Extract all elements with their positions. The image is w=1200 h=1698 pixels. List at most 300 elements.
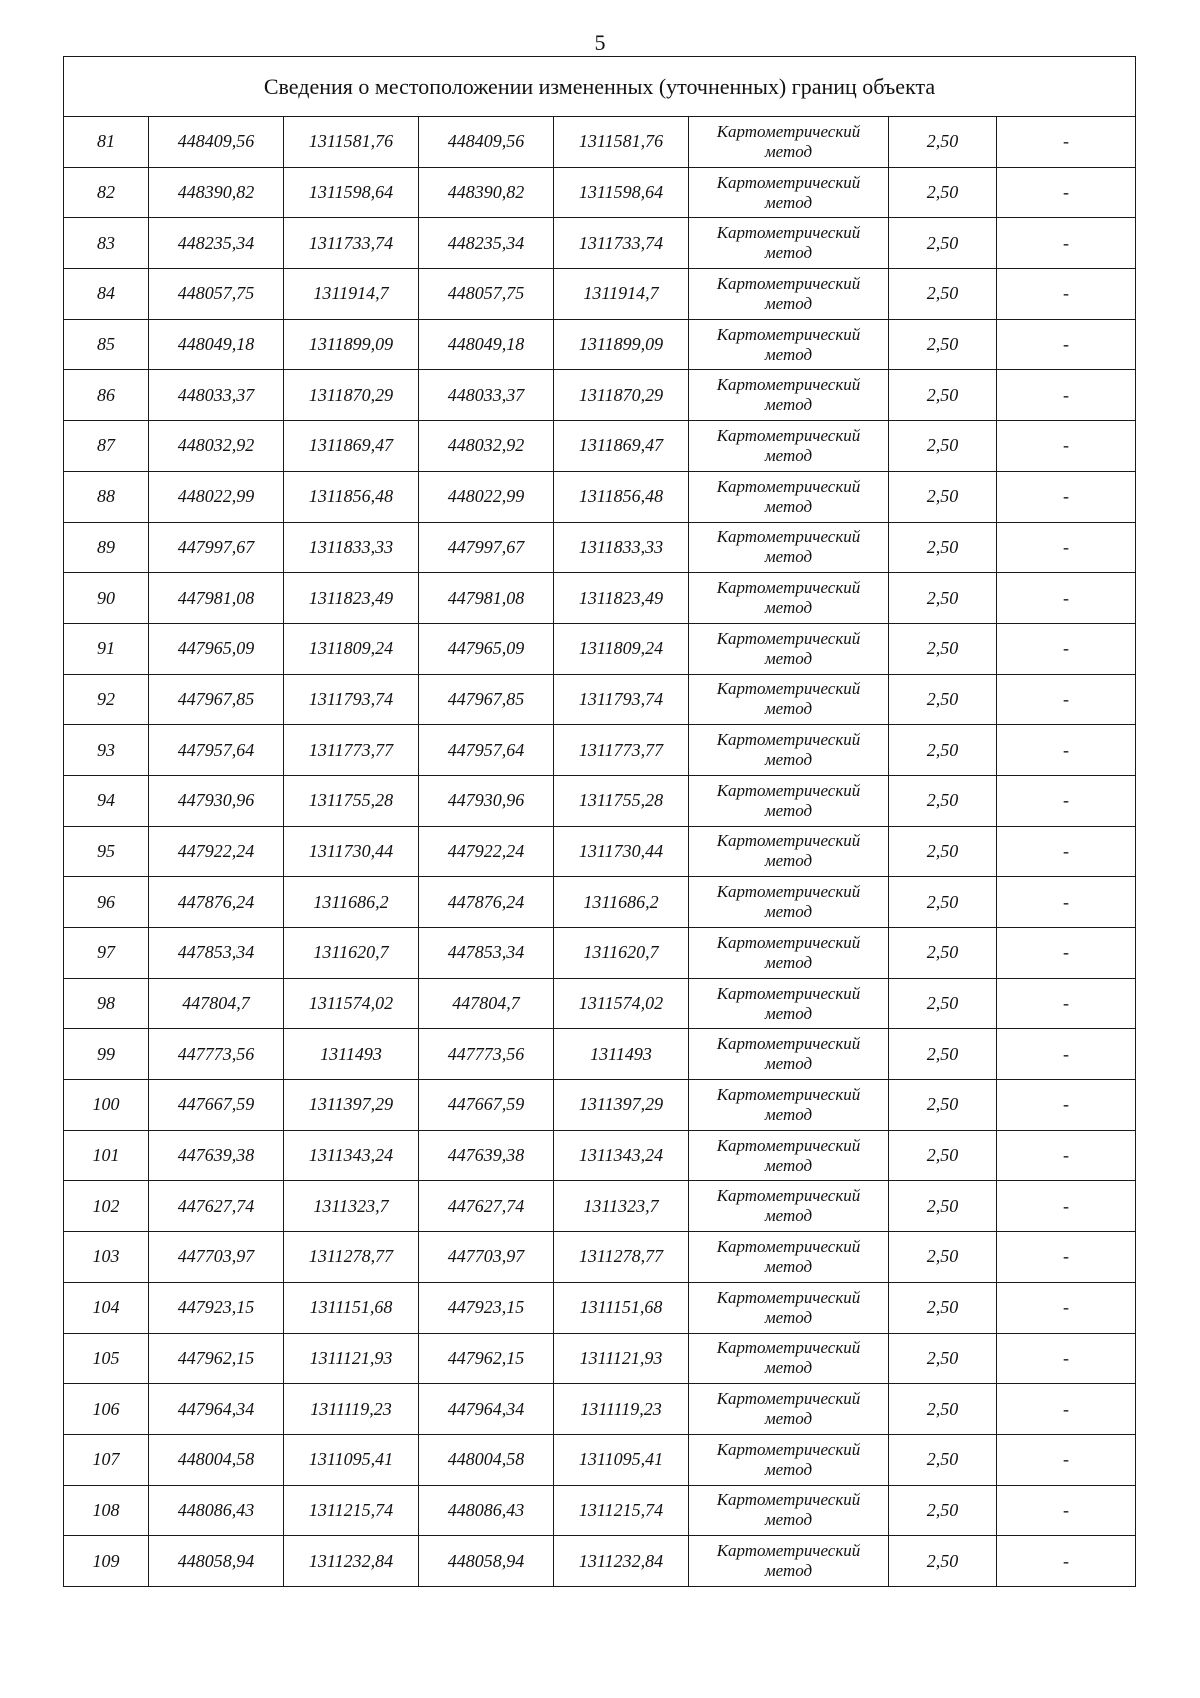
method-text: метод <box>764 141 813 161</box>
existing-y-cell: 1311232,84 <box>284 1536 419 1587</box>
method-text: Картометрический <box>716 425 861 445</box>
method-text: Картометрический <box>716 730 861 750</box>
precision-cell: 2,50 <box>889 1181 997 1232</box>
method-text: Картометрический <box>716 527 861 547</box>
method-cell <box>689 421 889 472</box>
existing-y-cell: 1311119,23 <box>284 1384 419 1435</box>
precision-cell: 2,50 <box>889 167 997 218</box>
existing-y-cell: 1311323,7 <box>284 1181 419 1232</box>
precision-cell: 2,50 <box>889 471 997 522</box>
note-cell: - <box>997 1536 1136 1587</box>
refined-x-cell: 447627,74 <box>419 1181 554 1232</box>
point-number-cell: 83 <box>64 218 149 269</box>
refined-y-cell: 1311574,02 <box>554 978 689 1029</box>
refined-x-cell: 447964,34 <box>419 1384 554 1435</box>
note-cell: - <box>997 775 1136 826</box>
method-cell <box>689 1232 889 1283</box>
existing-y-cell: 1311121,93 <box>284 1333 419 1384</box>
refined-y-cell: 1311755,28 <box>554 775 689 826</box>
existing-x-cell: 448022,99 <box>149 471 284 522</box>
method-text: метод <box>764 699 813 719</box>
existing-y-cell: 1311870,29 <box>284 370 419 421</box>
point-number-cell: 107 <box>64 1434 149 1485</box>
method-cell <box>689 1384 889 1435</box>
method-text: метод <box>764 445 813 465</box>
table-row <box>64 1232 1136 1283</box>
method-cell <box>689 269 889 320</box>
note-cell: - <box>997 1080 1136 1131</box>
refined-y-cell: 1311323,7 <box>554 1181 689 1232</box>
precision-cell: 2,50 <box>889 1282 997 1333</box>
point-number-cell: 81 <box>64 117 149 168</box>
refined-y-cell: 1311833,33 <box>554 522 689 573</box>
method-text: метод <box>764 1003 813 1023</box>
point-number-cell: 106 <box>64 1384 149 1435</box>
existing-x-cell: 447957,64 <box>149 725 284 776</box>
method-text: метод <box>764 192 813 212</box>
precision-cell: 2,50 <box>889 370 997 421</box>
note-cell: - <box>997 1232 1136 1283</box>
precision-cell: 2,50 <box>889 573 997 624</box>
method-text: метод <box>764 1206 813 1226</box>
method-text: Картометрический <box>716 1236 861 1256</box>
refined-x-cell: 448032,92 <box>419 421 554 472</box>
boundary-coordinates-table <box>63 56 1136 1587</box>
method-cell <box>689 928 889 979</box>
refined-x-cell: 447965,09 <box>419 623 554 674</box>
method-cell <box>689 877 889 928</box>
existing-x-cell: 447964,34 <box>149 1384 284 1435</box>
method-cell <box>689 1282 889 1333</box>
table-row <box>64 928 1136 979</box>
method-cell <box>689 167 889 218</box>
note-cell: - <box>997 928 1136 979</box>
note-cell: - <box>997 471 1136 522</box>
existing-y-cell: 1311686,2 <box>284 877 419 928</box>
method-text: метод <box>764 1104 813 1124</box>
precision-cell: 2,50 <box>889 1485 997 1536</box>
point-number-cell: 91 <box>64 623 149 674</box>
point-number-cell: 108 <box>64 1485 149 1536</box>
method-text: Картометрический <box>716 1541 861 1561</box>
point-number-cell: 89 <box>64 522 149 573</box>
refined-y-cell: 1311397,29 <box>554 1080 689 1131</box>
table-row <box>64 1536 1136 1587</box>
method-cell <box>689 1485 889 1536</box>
method-text: метод <box>764 598 813 618</box>
existing-y-cell: 1311809,24 <box>284 623 419 674</box>
method-text: Картометрический <box>716 1084 861 1104</box>
note-cell: - <box>997 1485 1136 1536</box>
refined-x-cell: 448390,82 <box>419 167 554 218</box>
precision-cell: 2,50 <box>889 269 997 320</box>
refined-y-cell: 1311151,68 <box>554 1282 689 1333</box>
table-row <box>64 421 1136 472</box>
precision-cell: 2,50 <box>889 725 997 776</box>
table-row <box>64 1181 1136 1232</box>
refined-x-cell: 447804,7 <box>419 978 554 1029</box>
existing-y-cell: 1311574,02 <box>284 978 419 1029</box>
table-row <box>64 1384 1136 1435</box>
method-text: Картометрический <box>716 831 861 851</box>
refined-x-cell: 448409,56 <box>419 117 554 168</box>
refined-x-cell: 447922,24 <box>419 826 554 877</box>
method-text: Картометрический <box>716 1338 861 1358</box>
refined-y-cell: 1311899,09 <box>554 319 689 370</box>
refined-x-cell: 447773,56 <box>419 1029 554 1080</box>
point-number-cell: 87 <box>64 421 149 472</box>
method-text: Картометрический <box>716 932 861 952</box>
refined-y-cell: 1311278,77 <box>554 1232 689 1283</box>
existing-x-cell: 447930,96 <box>149 775 284 826</box>
point-number-cell: 99 <box>64 1029 149 1080</box>
note-cell: - <box>997 623 1136 674</box>
point-number-cell: 98 <box>64 978 149 1029</box>
refined-x-cell: 447957,64 <box>419 725 554 776</box>
page-number: 5 <box>594 30 606 55</box>
precision-cell: 2,50 <box>889 826 997 877</box>
method-text: Картометрический <box>716 476 861 496</box>
precision-cell: 2,50 <box>889 623 997 674</box>
precision-cell: 2,50 <box>889 218 997 269</box>
existing-x-cell: 447922,24 <box>149 826 284 877</box>
refined-x-cell: 447853,34 <box>419 928 554 979</box>
existing-x-cell: 447853,34 <box>149 928 284 979</box>
existing-y-cell: 1311581,76 <box>284 117 419 168</box>
method-text: метод <box>764 496 813 516</box>
table-caption-row <box>64 57 1136 117</box>
method-text: метод <box>764 344 813 364</box>
method-text: метод <box>764 648 813 668</box>
point-number-cell: 85 <box>64 319 149 370</box>
method-cell <box>689 573 889 624</box>
precision-cell: 2,50 <box>889 877 997 928</box>
method-text: Картометрический <box>716 324 861 344</box>
refined-x-cell: 447923,15 <box>419 1282 554 1333</box>
existing-y-cell: 1311856,48 <box>284 471 419 522</box>
point-number-cell: 102 <box>64 1181 149 1232</box>
method-text: Картометрический <box>716 780 861 800</box>
method-text: Картометрический <box>716 679 861 699</box>
refined-x-cell: 447967,85 <box>419 674 554 725</box>
existing-x-cell: 448235,34 <box>149 218 284 269</box>
point-number-cell: 96 <box>64 877 149 928</box>
method-text: метод <box>764 1155 813 1175</box>
note-cell: - <box>997 1333 1136 1384</box>
refined-y-cell: 1311095,41 <box>554 1434 689 1485</box>
existing-x-cell: 448057,75 <box>149 269 284 320</box>
refined-x-cell: 448057,75 <box>419 269 554 320</box>
refined-y-cell: 1311620,7 <box>554 928 689 979</box>
note-cell: - <box>997 319 1136 370</box>
note-cell: - <box>997 117 1136 168</box>
method-text: Картометрический <box>716 273 861 293</box>
point-number-cell: 84 <box>64 269 149 320</box>
existing-x-cell: 448032,92 <box>149 421 284 472</box>
precision-cell: 2,50 <box>889 775 997 826</box>
table-row <box>64 522 1136 573</box>
existing-y-cell: 1311793,74 <box>284 674 419 725</box>
method-text: метод <box>764 1459 813 1479</box>
existing-y-cell: 1311899,09 <box>284 319 419 370</box>
refined-y-cell: 1311856,48 <box>554 471 689 522</box>
point-number-cell: 109 <box>64 1536 149 1587</box>
refined-y-cell: 1311823,49 <box>554 573 689 624</box>
refined-y-cell: 1311869,47 <box>554 421 689 472</box>
note-cell: - <box>997 826 1136 877</box>
existing-x-cell: 448390,82 <box>149 167 284 218</box>
refined-x-cell: 447981,08 <box>419 573 554 624</box>
precision-cell: 2,50 <box>889 1536 997 1587</box>
refined-x-cell: 447876,24 <box>419 877 554 928</box>
table-row <box>64 1333 1136 1384</box>
method-cell <box>689 623 889 674</box>
method-text: Картометрический <box>716 983 861 1003</box>
note-cell: - <box>997 269 1136 320</box>
precision-cell: 2,50 <box>889 978 997 1029</box>
method-cell <box>689 319 889 370</box>
method-text: Картометрический <box>716 1490 861 1510</box>
method-cell <box>689 978 889 1029</box>
method-cell <box>689 1130 889 1181</box>
method-text: метод <box>764 750 813 770</box>
existing-x-cell: 447962,15 <box>149 1333 284 1384</box>
method-cell <box>689 218 889 269</box>
method-cell <box>689 471 889 522</box>
existing-y-cell: 1311755,28 <box>284 775 419 826</box>
point-number-cell: 105 <box>64 1333 149 1384</box>
table-row <box>64 775 1136 826</box>
refined-y-cell: 1311215,74 <box>554 1485 689 1536</box>
method-text: Картометрический <box>716 172 861 192</box>
existing-y-cell: 1311095,41 <box>284 1434 419 1485</box>
point-number-cell: 104 <box>64 1282 149 1333</box>
table-row <box>64 725 1136 776</box>
method-text: метод <box>764 1409 813 1429</box>
method-cell <box>689 1333 889 1384</box>
table-row <box>64 1485 1136 1536</box>
note-cell: - <box>997 674 1136 725</box>
method-text: метод <box>764 1510 813 1530</box>
precision-cell: 2,50 <box>889 1384 997 1435</box>
method-text: метод <box>764 952 813 972</box>
existing-x-cell: 447876,24 <box>149 877 284 928</box>
precision-cell: 2,50 <box>889 928 997 979</box>
method-cell <box>689 117 889 168</box>
note-cell: - <box>997 978 1136 1029</box>
method-text: Картометрический <box>716 628 861 648</box>
method-text: метод <box>764 293 813 313</box>
note-cell: - <box>997 421 1136 472</box>
existing-y-cell: 1311397,29 <box>284 1080 419 1131</box>
existing-y-cell: 1311278,77 <box>284 1232 419 1283</box>
point-number-cell: 93 <box>64 725 149 776</box>
point-number-cell: 103 <box>64 1232 149 1283</box>
note-cell: - <box>997 1282 1136 1333</box>
refined-y-cell: 1311343,24 <box>554 1130 689 1181</box>
method-text: метод <box>764 902 813 922</box>
existing-y-cell: 1311914,7 <box>284 269 419 320</box>
method-cell <box>689 1536 889 1587</box>
method-cell <box>689 725 889 776</box>
method-text: Картометрический <box>716 578 861 598</box>
table-row <box>64 319 1136 370</box>
method-text: Картометрический <box>716 1135 861 1155</box>
method-cell <box>689 522 889 573</box>
refined-y-cell: 1311121,93 <box>554 1333 689 1384</box>
existing-x-cell: 448004,58 <box>149 1434 284 1485</box>
table-row <box>64 674 1136 725</box>
existing-x-cell: 447639,38 <box>149 1130 284 1181</box>
refined-y-cell: 1311773,77 <box>554 725 689 776</box>
method-text: Картометрический <box>716 121 861 141</box>
existing-x-cell: 448058,94 <box>149 1536 284 1587</box>
note-cell: - <box>997 573 1136 624</box>
refined-x-cell: 447930,96 <box>419 775 554 826</box>
table-row <box>64 167 1136 218</box>
table-row <box>64 471 1136 522</box>
table-row <box>64 1029 1136 1080</box>
existing-x-cell: 448086,43 <box>149 1485 284 1536</box>
existing-x-cell: 448033,37 <box>149 370 284 421</box>
refined-y-cell: 1311581,76 <box>554 117 689 168</box>
precision-cell: 2,50 <box>889 1232 997 1283</box>
table-row <box>64 117 1136 168</box>
point-number-cell: 100 <box>64 1080 149 1131</box>
existing-x-cell: 448049,18 <box>149 319 284 370</box>
existing-y-cell: 1311869,47 <box>284 421 419 472</box>
existing-x-cell: 447981,08 <box>149 573 284 624</box>
method-text: Картометрический <box>716 1287 861 1307</box>
method-text: метод <box>764 1256 813 1276</box>
note-cell: - <box>997 1434 1136 1485</box>
note-cell: - <box>997 167 1136 218</box>
table-row <box>64 1282 1136 1333</box>
method-text: Картометрический <box>716 1439 861 1459</box>
existing-y-cell: 1311823,49 <box>284 573 419 624</box>
existing-y-cell: 1311620,7 <box>284 928 419 979</box>
refined-x-cell: 447639,38 <box>419 1130 554 1181</box>
point-number-cell: 95 <box>64 826 149 877</box>
table-row <box>64 826 1136 877</box>
refined-x-cell: 447962,15 <box>419 1333 554 1384</box>
method-text: метод <box>764 851 813 871</box>
method-text: метод <box>764 1054 813 1074</box>
note-cell: - <box>997 725 1136 776</box>
table-caption: Сведения о местоположении измененных (уточненных) границ объекта <box>64 57 1136 117</box>
point-number-cell: 90 <box>64 573 149 624</box>
table-row <box>64 218 1136 269</box>
refined-x-cell: 448235,34 <box>419 218 554 269</box>
refined-x-cell: 447703,97 <box>419 1232 554 1283</box>
precision-cell: 2,50 <box>889 522 997 573</box>
refined-y-cell: 1311809,24 <box>554 623 689 674</box>
note-cell: - <box>997 522 1136 573</box>
existing-x-cell: 447773,56 <box>149 1029 284 1080</box>
precision-cell: 2,50 <box>889 1029 997 1080</box>
point-number-cell: 92 <box>64 674 149 725</box>
table-row <box>64 370 1136 421</box>
method-cell <box>689 674 889 725</box>
note-cell: - <box>997 218 1136 269</box>
refined-y-cell: 1311914,7 <box>554 269 689 320</box>
method-cell <box>689 1029 889 1080</box>
method-text: метод <box>764 1561 813 1581</box>
note-cell: - <box>997 1384 1136 1435</box>
refined-y-cell: 1311870,29 <box>554 370 689 421</box>
precision-cell: 2,50 <box>889 1080 997 1131</box>
existing-x-cell: 447703,97 <box>149 1232 284 1283</box>
precision-cell: 2,50 <box>889 674 997 725</box>
method-text: Картометрический <box>716 223 861 243</box>
precision-cell: 2,50 <box>889 117 997 168</box>
point-number-cell: 97 <box>64 928 149 979</box>
method-text: Картометрический <box>716 375 861 395</box>
refined-x-cell: 447667,59 <box>419 1080 554 1131</box>
note-cell: - <box>997 1029 1136 1080</box>
method-text: Картометрический <box>716 1034 861 1054</box>
existing-y-cell: 1311773,77 <box>284 725 419 776</box>
refined-y-cell: 1311119,23 <box>554 1384 689 1435</box>
method-text: метод <box>764 243 813 263</box>
method-text: метод <box>764 395 813 415</box>
point-number-cell: 101 <box>64 1130 149 1181</box>
precision-cell: 2,50 <box>889 319 997 370</box>
note-cell: - <box>997 1181 1136 1232</box>
method-cell <box>689 1434 889 1485</box>
refined-x-cell: 448058,94 <box>419 1536 554 1587</box>
existing-x-cell: 447804,7 <box>149 978 284 1029</box>
existing-x-cell: 448409,56 <box>149 117 284 168</box>
existing-y-cell: 1311151,68 <box>284 1282 419 1333</box>
existing-y-cell: 1311343,24 <box>284 1130 419 1181</box>
note-cell: - <box>997 370 1136 421</box>
refined-x-cell: 448049,18 <box>419 319 554 370</box>
refined-x-cell: 448004,58 <box>419 1434 554 1485</box>
table-body <box>64 117 1136 1587</box>
precision-cell: 2,50 <box>889 1434 997 1485</box>
method-text: метод <box>764 800 813 820</box>
note-cell: - <box>997 1130 1136 1181</box>
existing-x-cell: 447627,74 <box>149 1181 284 1232</box>
refined-x-cell: 448086,43 <box>419 1485 554 1536</box>
precision-cell: 2,50 <box>889 421 997 472</box>
refined-y-cell: 1311493 <box>554 1029 689 1080</box>
method-cell <box>689 1181 889 1232</box>
refined-y-cell: 1311598,64 <box>554 167 689 218</box>
table-row <box>64 623 1136 674</box>
existing-y-cell: 1311493 <box>284 1029 419 1080</box>
refined-x-cell: 448033,37 <box>419 370 554 421</box>
existing-x-cell: 447923,15 <box>149 1282 284 1333</box>
note-cell: - <box>997 877 1136 928</box>
refined-y-cell: 1311686,2 <box>554 877 689 928</box>
method-cell <box>689 370 889 421</box>
refined-y-cell: 1311733,74 <box>554 218 689 269</box>
refined-x-cell: 448022,99 <box>419 471 554 522</box>
refined-x-cell: 447997,67 <box>419 522 554 573</box>
point-number-cell: 86 <box>64 370 149 421</box>
method-text: Картометрический <box>716 1389 861 1409</box>
table-row <box>64 978 1136 1029</box>
table-row <box>64 877 1136 928</box>
method-text: Картометрический <box>716 1186 861 1206</box>
refined-y-cell: 1311232,84 <box>554 1536 689 1587</box>
table-row <box>64 269 1136 320</box>
existing-y-cell: 1311833,33 <box>284 522 419 573</box>
precision-cell: 2,50 <box>889 1130 997 1181</box>
method-text: метод <box>764 1358 813 1378</box>
